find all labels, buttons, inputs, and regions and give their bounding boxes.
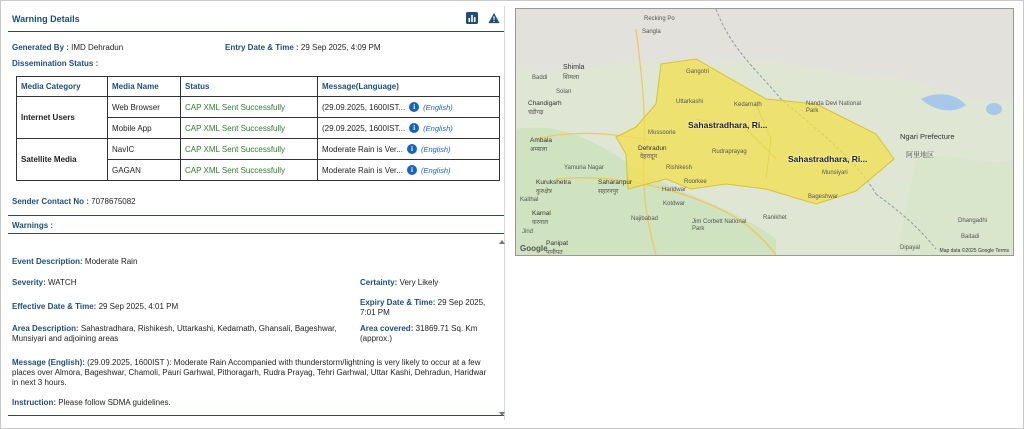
- polygon-label: Sahastradhara, Ri...: [688, 120, 768, 130]
- info-icon[interactable]: i: [407, 165, 417, 175]
- area-description: Area Description: Sahastradhara, Rishikesh, Uttarkashi, Kedarnath, Ghansali, Bageshwar, Munsiyari and adjoining areas: [12, 324, 337, 343]
- map-place: शिमला: [563, 74, 580, 81]
- map-place: Solan: [556, 89, 572, 95]
- info-icon[interactable]: i: [407, 144, 417, 154]
- map-place: Ranikhet: [763, 215, 787, 221]
- map-place: अम्बाला: [530, 147, 548, 153]
- map-place: Kotdwar: [663, 201, 686, 207]
- event-description: Event Description: Moderate Rain: [12, 257, 138, 266]
- language-label: (English): [420, 144, 451, 154]
- map-place: पानीपत: [546, 250, 563, 256]
- map-place: Bageshwar: [808, 194, 839, 200]
- severity: Severity: WATCH: [12, 278, 77, 287]
- map-place: Dhangadhi: [958, 218, 988, 224]
- instruction: Instruction: Please follow SDMA guidelines.: [12, 398, 171, 407]
- table-row: [17, 97, 500, 118]
- bar-chart-icon[interactable]: [466, 12, 478, 24]
- map-place: Karnal: [532, 210, 551, 217]
- expiry-date: Expiry Date & Time: 29 Sep 2025, 7:01 PM: [360, 298, 486, 317]
- map-place: Baitadi: [961, 234, 980, 240]
- language-label: (English): [420, 165, 451, 175]
- map-place: देहरादून: [640, 154, 657, 160]
- col-media-category: Media Category: [17, 77, 108, 97]
- language-label: (English): [423, 102, 453, 112]
- status-cell: CAP XML Sent Successfully: [181, 97, 318, 118]
- area-covered: Area covered: 31869.71 Sq. Km (approx.): [360, 324, 478, 343]
- message-cell: Moderate Rain is Ver... i (English): [318, 139, 500, 160]
- scroll-down-icon[interactable]: [499, 412, 505, 416]
- map-place: Kurukshetra: [536, 179, 572, 186]
- map-place: Panipat: [546, 240, 569, 247]
- table-header-row: [17, 77, 500, 97]
- effective-date: Effective Date & Time: 29 Sep 2025, 4:01 PM: [12, 302, 179, 311]
- info-icon[interactable]: i: [409, 123, 419, 133]
- map-place: सहारनपुर: [598, 189, 619, 195]
- media-name-cell: NavIC: [108, 139, 181, 160]
- media-name-cell: GAGAN: [108, 160, 181, 181]
- media-name-cell: Mobile App: [108, 118, 181, 139]
- header-divider: [8, 31, 504, 32]
- map-place: Sangla: [642, 29, 661, 35]
- map-place: Gangotri: [686, 69, 710, 75]
- map-place: करनाल: [532, 220, 549, 226]
- map-place: Munsiyari: [822, 170, 848, 176]
- map-place: Jim Corbett National Park: [692, 219, 747, 232]
- language-label: (English): [423, 123, 453, 133]
- polygon-label: Sahastradhara, Ri...: [788, 154, 868, 164]
- map-place: Shimla: [563, 64, 585, 71]
- map-place: Haridwar: [662, 187, 687, 193]
- map-place: Saharanpur: [598, 179, 632, 186]
- map-place: 阿里地区: [906, 152, 934, 159]
- sender-contact: Sender Contact No : 7078675082: [12, 197, 136, 206]
- map-place: Mussoorie: [648, 130, 676, 136]
- map-place: Uttarkashi: [676, 99, 704, 105]
- map-place: Dehradun: [638, 145, 667, 152]
- message-cell: Moderate Rain is Ver... i (English): [318, 160, 500, 181]
- map-place: Recking Po: [644, 16, 675, 22]
- certainty: Certainty: Very Likely: [360, 278, 439, 287]
- scroll-up-icon[interactable]: [499, 240, 505, 244]
- col-status: Status: [181, 77, 318, 97]
- map-place: चंडीगढ़: [528, 110, 544, 116]
- warnings-divider: [8, 233, 504, 234]
- map-place: Nanda Devi National Park: [806, 101, 862, 114]
- map-place: Jind: [522, 229, 534, 235]
- map-place: Yamuna Nagar: [564, 165, 604, 171]
- sender-divider: [8, 215, 504, 216]
- generated-by: Generated By : IMD Dehradun: [12, 43, 124, 52]
- message-cell: (29.09.2025, 1600IST... i (English): [318, 97, 500, 118]
- map-place: Kedarnath: [734, 102, 762, 108]
- map-place: कुरुक्षेत्र: [536, 189, 552, 195]
- map-place: Ambala: [530, 137, 553, 144]
- status-cell: CAP XML Sent Successfully: [181, 118, 318, 139]
- bottom-divider: [8, 415, 504, 416]
- media-category-cell: Internet Users: [17, 97, 108, 139]
- col-message: Message(Language): [318, 77, 500, 97]
- map-place: Ngari Prefecture: [900, 132, 955, 141]
- map-place: Baddi: [532, 75, 548, 81]
- table-row: [17, 139, 500, 160]
- dissemination-table: [16, 76, 500, 181]
- map-place: Kaithal: [520, 197, 539, 203]
- entry-date: Entry Date & Time : 29 Sep 2025, 4:09 PM: [225, 43, 381, 52]
- warnings-label: Warnings :: [12, 221, 54, 230]
- map-place: Rudraprayag: [712, 149, 747, 155]
- map-place: Dipayal: [900, 245, 921, 251]
- media-category-cell: Satellite Media: [17, 139, 108, 181]
- warning-message: Message (English): (29.09.2025, 1600IST ): Moderate Rain Accompanied with thunderstorm/lightning is very likely to occur at a few places over Almora, Bageshwar, Chamoli, Pauri Garhwal, Pithoragarh, Rudra Prayag, Tehri Garhwal, Uttar Kashi, Dehradun, Haridwar in next 3 hours.: [12, 358, 487, 387]
- status-cell: CAP XML Sent Successfully: [181, 139, 318, 160]
- warnings-scrollbar[interactable]: [498, 238, 506, 418]
- map-attribution[interactable]: Map data ©2025 Google Terms: [939, 248, 1009, 254]
- media-name-cell: Web Browser: [108, 97, 181, 118]
- info-icon[interactable]: i: [409, 102, 419, 112]
- warning-map[interactable]: [515, 8, 1014, 256]
- message-cell: (29.09.2025, 1600IST... i (English): [318, 118, 500, 139]
- map-place: Roorkee: [684, 179, 707, 185]
- google-logo: Google: [520, 244, 548, 253]
- status-cell: CAP XML Sent Successfully: [181, 160, 318, 181]
- panel-title: Warning Details: [12, 14, 80, 24]
- col-media-name: Media Name: [108, 77, 181, 97]
- map-place: Rishikesh: [666, 165, 693, 171]
- map-place: Najibabad: [631, 216, 659, 222]
- warning-details-panel: [4, 6, 505, 420]
- map-place: Chandigarh: [528, 100, 562, 107]
- warning-triangle-icon[interactable]: [488, 12, 500, 24]
- dissemination-status-label: Dissemination Status :: [12, 59, 99, 68]
